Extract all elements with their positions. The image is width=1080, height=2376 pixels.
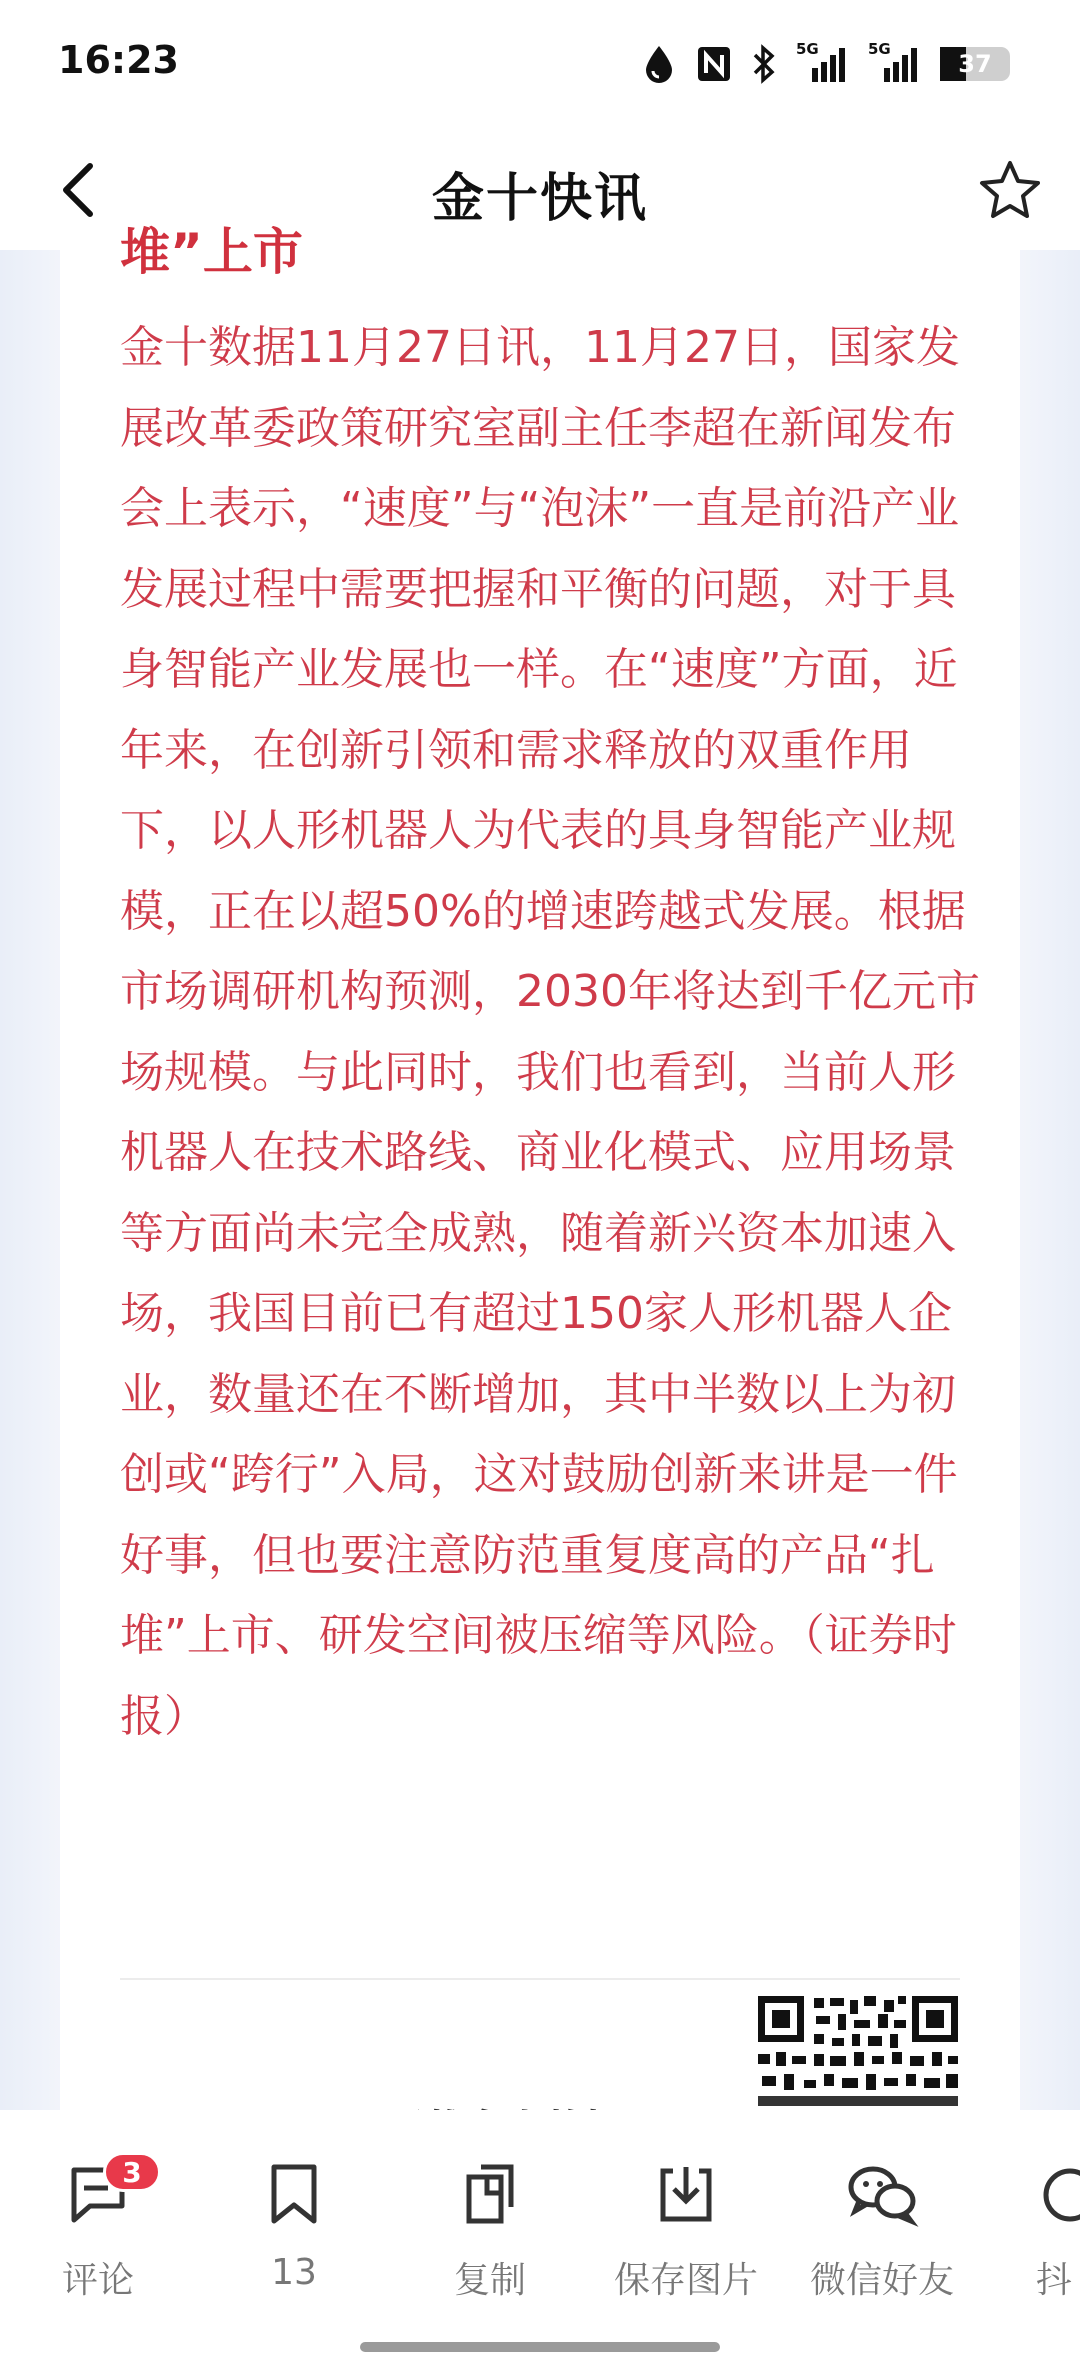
article-body: 金十数据11月27日讯，11月27日，国家发展改革委政策研究室副主任李超在新闻发布会上表示，“速度”与“泡沫”一直是前沿产业发展过程中需要把握和平衡的问题，对于具身智能产业发展也一样。在“速度”方面，近年来，在创新引领和需求释放的双重作用下，以人形机器人为代表的具身智能产业规模，正在以超50%的增速跨越式发展。根据市场调研机构预测，2030年将达到千亿元市场规模。与此同时，我们也看到，当前人形机器人在技术路线、商业化模式、应用场景等方面尚未完全成熟，随着新兴资本加速入场，我国目前已有超过150家人形机器人企业，数量还在不断增加，其中半数以上为初创或“跨行”入局，这对鼓励创新来讲是一件好事，但也要注意防范重复度高的产品“扎堆”上市、研发空间被压缩等风险。（证券时报） — [120, 322, 980, 1742]
save-image-button[interactable] — [606, 2156, 766, 2303]
signal-icon: 5G — [868, 44, 920, 84]
article-card — [60, 223, 1020, 2150]
douyin-icon — [1040, 2163, 1080, 2225]
wechat-share-button[interactable] — [802, 2156, 962, 2303]
signal-icon: 5G — [796, 44, 848, 84]
bookmark-button[interactable] — [214, 2156, 374, 2293]
status-time: 16:23 — [58, 38, 179, 82]
star-icon — [978, 158, 1042, 222]
bookmark-count: 13 — [271, 2252, 317, 2293]
clipped-heading: 堆”上市 — [120, 223, 303, 281]
download-icon — [657, 2163, 715, 2225]
copy-label: 复制 — [453, 2260, 526, 2301]
battery-level-text: 37 — [958, 50, 992, 78]
favorite-button[interactable] — [970, 150, 1050, 230]
bookmark-icon — [268, 2163, 320, 2225]
wechat-label: 微信好友 — [809, 2260, 954, 2301]
save-image-label: 保存图片 — [613, 2260, 758, 2301]
status-icons — [642, 40, 1010, 88]
douyin-label: 抖 — [1036, 2260, 1073, 2301]
copy-icon — [461, 2163, 519, 2225]
home-indicator[interactable] — [360, 2342, 720, 2352]
wechat-icon — [847, 2163, 917, 2225]
bottom-action-bar — [0, 2110, 1080, 2376]
comment-button[interactable] — [18, 2156, 178, 2303]
status-bar — [0, 0, 1080, 130]
nfc-icon — [696, 45, 732, 83]
qr-code-icon — [758, 1996, 958, 2110]
comment-count-badge: 3 — [103, 2152, 161, 2192]
comment-label: 评论 — [61, 2260, 134, 2301]
divider — [120, 1978, 960, 1980]
copy-button[interactable] — [410, 2156, 570, 2303]
bluetooth-icon — [752, 44, 776, 84]
battery-icon — [940, 47, 1010, 81]
page-title: 金十快讯 — [431, 169, 648, 229]
water-drop-icon — [642, 44, 676, 84]
douyin-share-button[interactable] — [998, 2156, 1080, 2303]
content-area[interactable] — [0, 223, 1080, 2110]
